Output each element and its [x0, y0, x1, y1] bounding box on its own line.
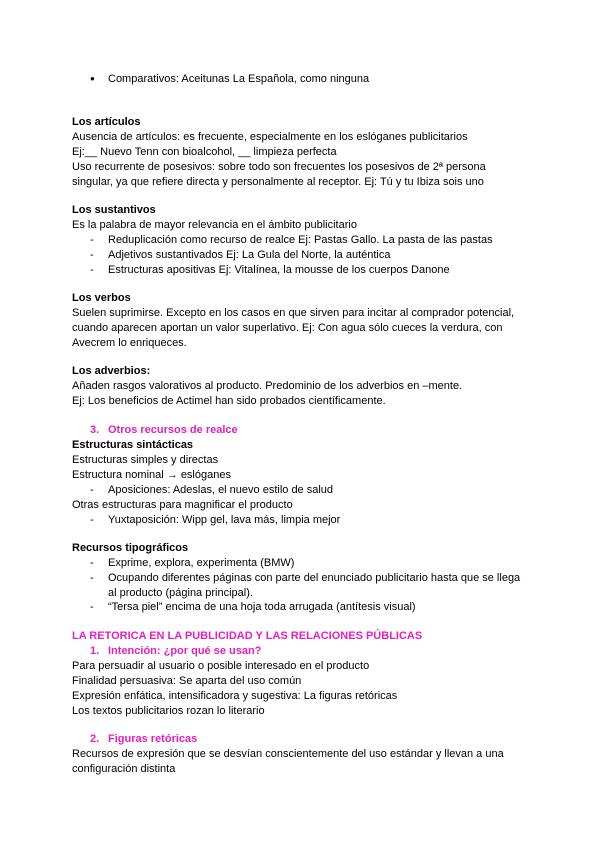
articulos-line: Uso recurrente de posesivos: sobre todo son frecuentes los posesivos de 2ª persona	[72, 161, 486, 173]
dash-marker: -	[90, 557, 94, 569]
sustantivos-item: Adjetivos sustantivados Ej: La Gula del Norte, la auténtica	[108, 249, 391, 261]
intencion-heading: Intención: ¿por qué se usan?	[108, 645, 262, 657]
estructuras-line: Otras estructuras para magnificar el producto	[72, 499, 293, 511]
articulos-line: Ej:__ Nuevo Tenn con bioalcohol, __ limpieza perfecta	[72, 146, 337, 158]
dash-marker: -	[90, 264, 94, 276]
tipograficos-item: Exprime, explora, experimenta (BMW)	[108, 557, 295, 569]
dash-marker: -	[90, 514, 94, 526]
tipograficos-heading: Recursos tipográficos	[72, 542, 189, 554]
section-number: 2.	[90, 733, 100, 745]
intencion-line: Para persuadir al usuario o posible interesado en el producto	[72, 660, 370, 672]
otros-heading: Otros recursos de realce	[108, 424, 238, 436]
verbos-line: Suelen suprimirse. Excepto en los casos en que sirven para incitar al comprador potencial,	[72, 307, 515, 319]
adverbios-line: Añaden rasgos valorativos al producto. Predominio de los adverbios en –mente.	[72, 380, 463, 392]
verbos-line: Avecrem lo enriqueces.	[72, 337, 187, 349]
adverbios-line: Ej: Los beneficios de Actimel han sido probados científicamente.	[72, 395, 386, 407]
intencion-line: Finalidad persuasiva: Se aparta del uso común	[72, 675, 302, 687]
retorica-title: LA RETORICA EN LA PUBLICIDAD Y LAS RELACIONES PÚBLICAS	[72, 630, 423, 642]
estructuras-item: Yuxtaposición: Wipp gel, lava más, limpia mejor	[108, 514, 341, 526]
intencion-line: Los textos publicitarios rozan lo literario	[72, 705, 265, 717]
estructuras-item: Aposiciones: Adeslas, el nuevo estilo de salud	[108, 484, 334, 496]
dash-marker: -	[90, 601, 94, 613]
tipograficos-item: Ocupando diferentes páginas con parte del enunciado publicitario hasta que se llega	[108, 572, 521, 584]
figuras-line: Recursos de expresión que se desvían conscientemente del uso estándar y llevan a una	[72, 748, 504, 760]
dash-marker: -	[90, 234, 94, 246]
sustantivos-heading: Los sustantivos	[72, 204, 156, 216]
figuras-heading: Figuras retóricas	[108, 733, 198, 745]
verbos-heading: Los verbos	[72, 292, 131, 304]
verbos-line: cuando aparecen aportan un valor superlativo. Ej: Con agua sólo cueces la verdura, con	[72, 322, 503, 334]
figuras-line: configuración distinta	[72, 763, 176, 775]
sustantivos-intro: Es la palabra de mayor relevancia en el ámbito publicitario	[72, 219, 357, 231]
articulos-line: singular, ya que refiere directa y personalmente al receptor. Ej: Tú y tu Ibiza sois uno	[72, 176, 484, 188]
tipograficos-item: “Tersa piel” encima de una hoja toda arrugada (antítesis visual)	[108, 601, 416, 613]
section-number: 1.	[90, 645, 100, 657]
dash-marker: -	[90, 249, 94, 261]
tipograficos-item-continued: al producto (página principal).	[108, 587, 253, 599]
estructuras-line: Estructura nominal → eslóganes	[72, 469, 231, 481]
dash-marker: -	[90, 484, 94, 496]
section-number: 3.	[90, 424, 100, 436]
bullet-icon: ●	[90, 74, 95, 83]
estructuras-line: Estructuras simples y directas	[72, 454, 219, 466]
sustantivos-item: Estructuras apositivas Ej: Vitalínea, la mousse de los cuerpos Danone	[108, 264, 450, 276]
intencion-line: Expresión enfática, intensificadora y sugestiva: La figuras retóricas	[72, 690, 398, 702]
articulos-line: Ausencia de artículos: es frecuente, especialmente en los eslóganes publicitarios	[72, 131, 468, 143]
dash-marker: -	[90, 572, 94, 584]
comparativos-item: Comparativos: Aceitunas La Española, como ninguna	[108, 73, 370, 85]
articulos-heading: Los artículos	[72, 116, 141, 128]
sustantivos-item: Reduplicación como recurso de realce Ej: Pastas Gallo. La pasta de las pastas	[108, 234, 493, 246]
adverbios-heading: Los adverbios:	[72, 365, 151, 377]
estructuras-subheading: Estructuras sintácticas	[72, 439, 194, 451]
